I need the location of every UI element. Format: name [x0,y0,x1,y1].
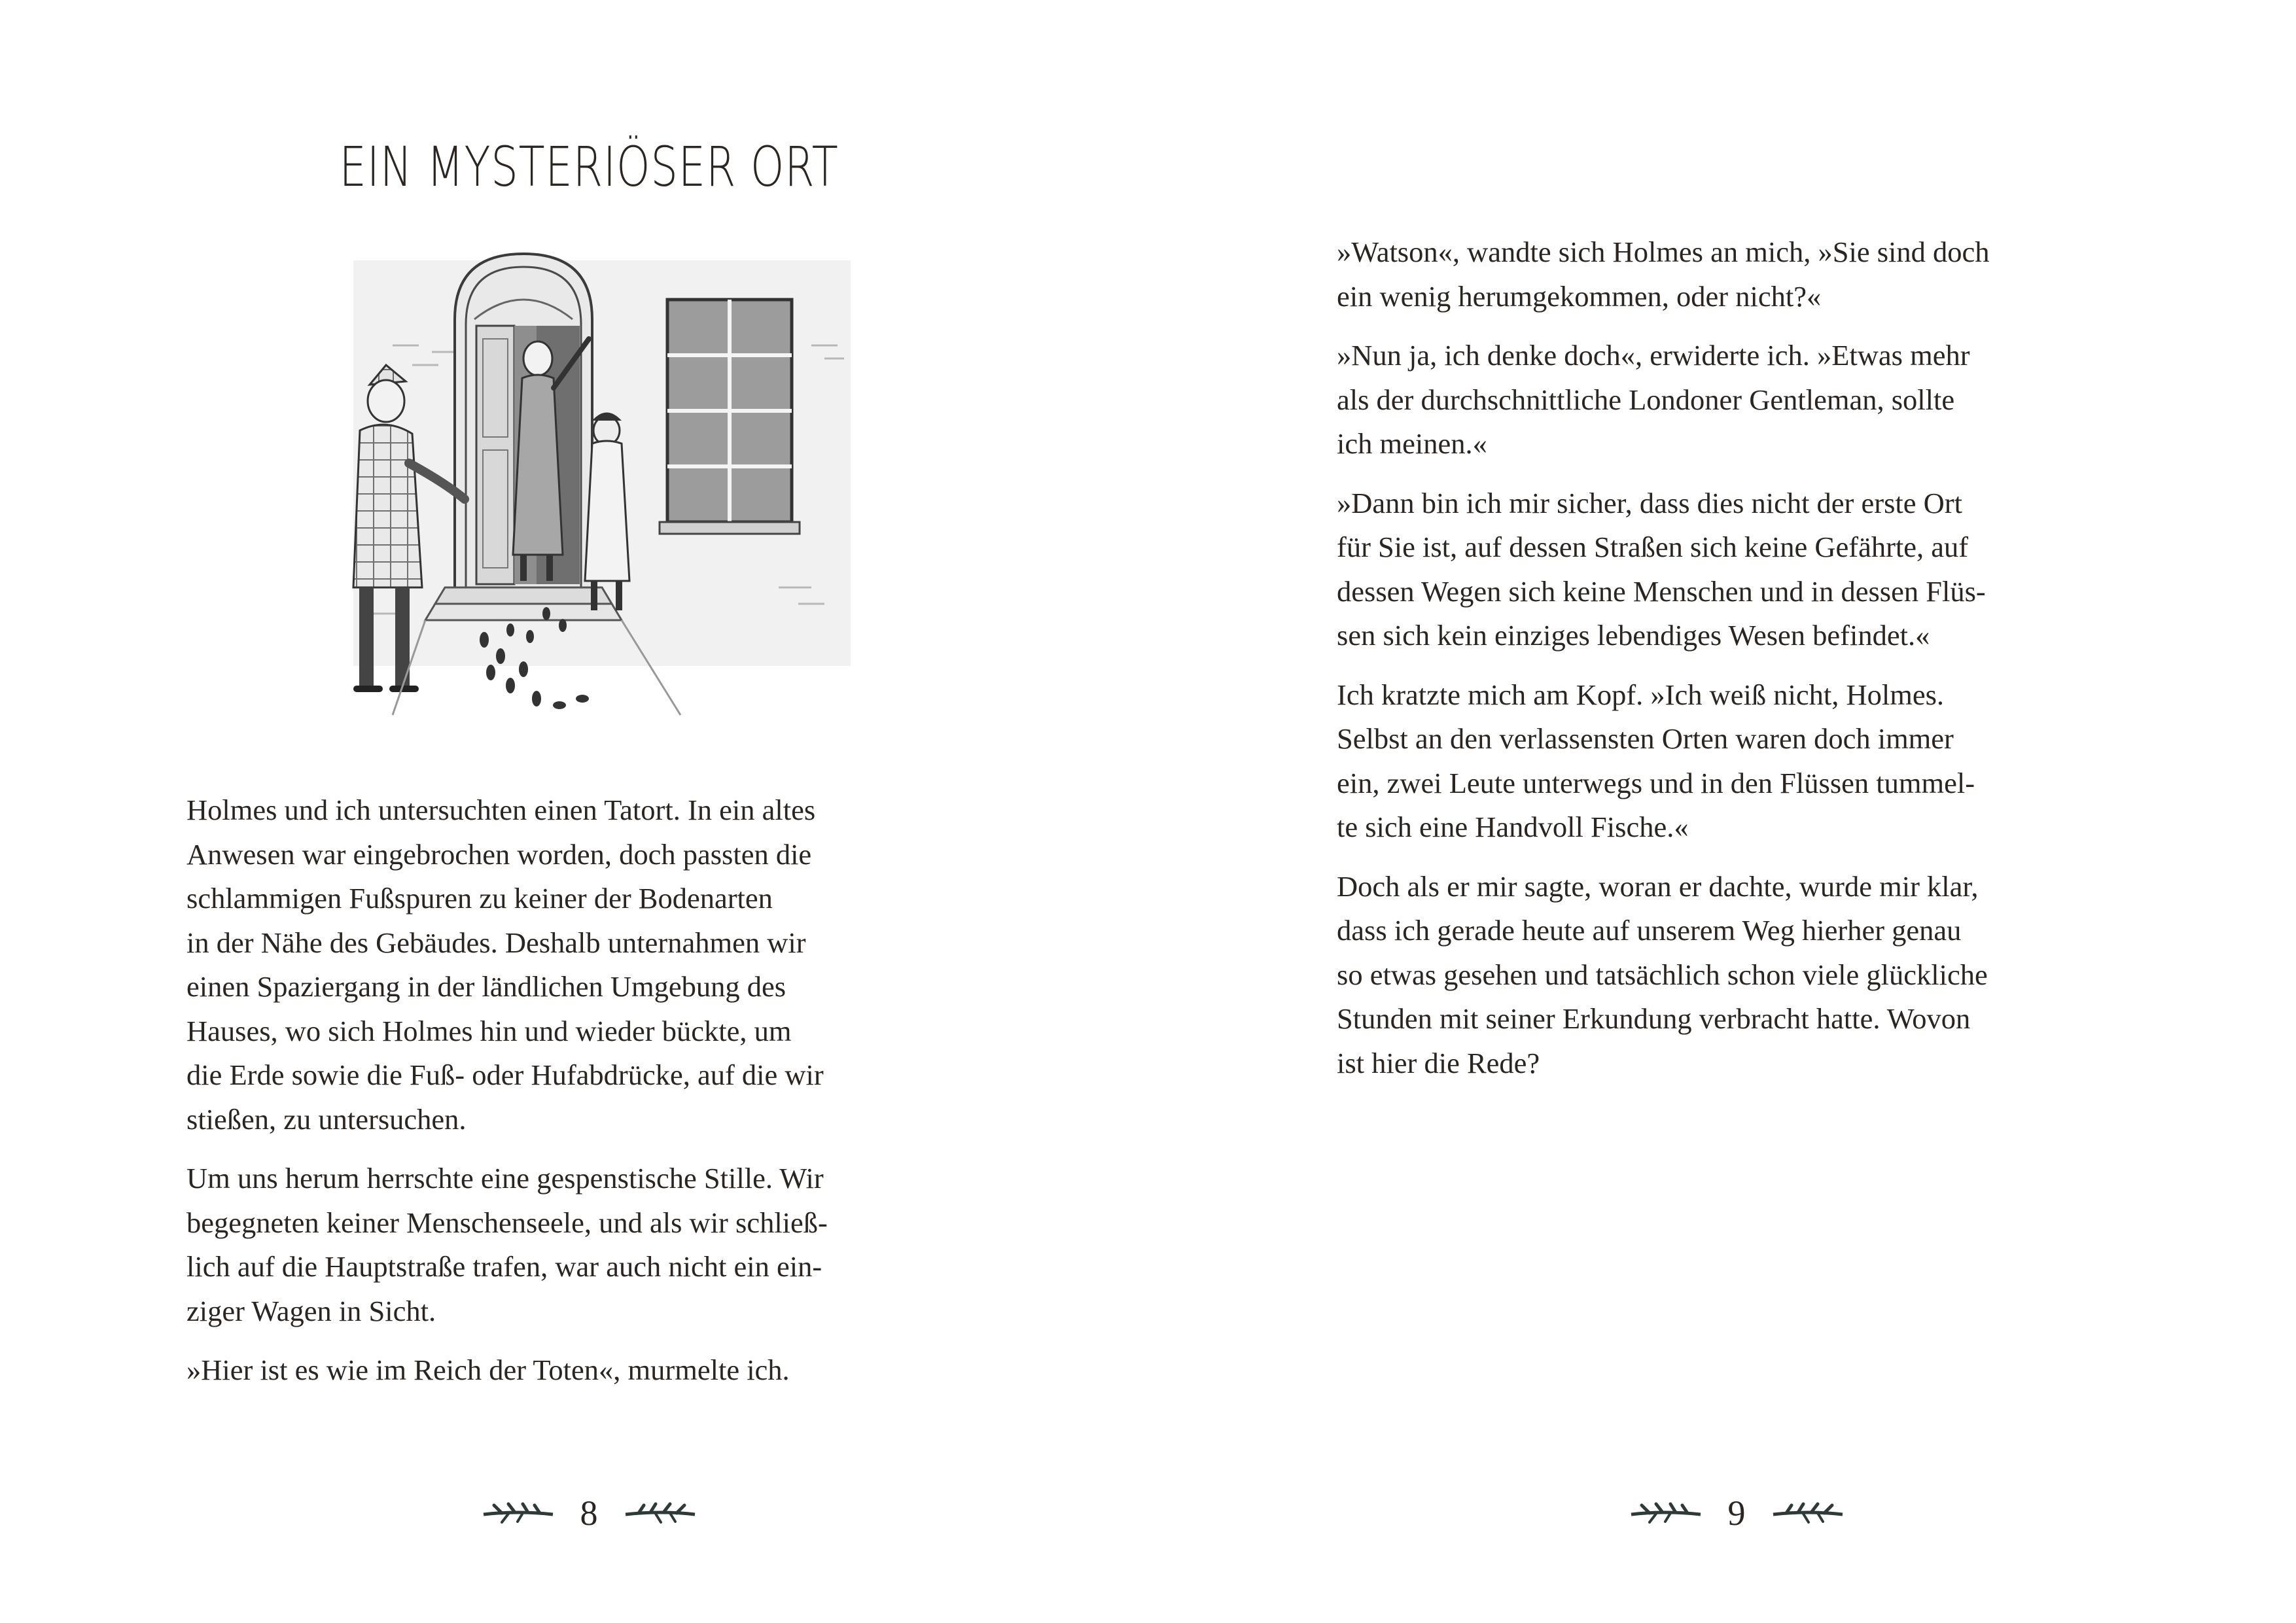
text-line: begegneten keiner Menschenseele, und als wir schließ- [186,1206,828,1239]
text-line: »Hier ist es wie im Reich der Toten«, murmelte ich. [186,1353,790,1386]
text-line: Selbst an den verlassensten Orten waren doch immer [1337,722,1954,755]
text-line: ein wenig herumgekommen, oder nicht?« [1337,279,1822,313]
page-number-footer [1606,1490,1867,1536]
left-body-text [186,788,1037,1408]
text-line: lich auf die Hauptstraße trafen, war auch nicht ein ein- [186,1250,822,1283]
text-line: te sich eine Handvoll Fische.« [1337,811,1689,843]
paragraph [186,1348,1037,1393]
text-line: Um uns herum herrschte eine gespenstische Stille. Wir [186,1162,824,1195]
right-body-text [1337,230,2187,1100]
right-page [1148,0,2296,1623]
text-line: ich meinen.« [1337,427,1487,460]
text-line: sen sich kein einziges lebendiges Wesen befindet.« [1337,619,1930,652]
page-number: 8 [580,1493,598,1533]
text-line: dass ich gerade heute auf unserem Weg hierher genau [1337,914,1962,947]
text-line: dessen Wegen sich keine Menschen und in dessen Flüs- [1337,574,1986,608]
text-line: in der Nähe des Gebäudes. Deshalb unternahmen wir [186,926,806,959]
text-line: ein, zwei Leute unterwegs und in den Flüssen tummel- [1337,766,1975,799]
text-line: die Erde sowie die Fuß- oder Hufabdrücke, auf die wir [186,1058,824,1091]
paragraph [186,788,1037,1142]
text-line: ist hier die Rede? [1337,1046,1540,1079]
paragraph [1337,673,2187,850]
sprig-ornament-icon [1772,1500,1844,1526]
text-line: Ich kratzte mich am Kopf. »Ich weiß nicht, Holmes. [1337,678,1945,711]
sprig-ornament-icon [1630,1500,1702,1526]
sprig-ornament-icon [482,1500,554,1526]
text-line: Hauses, wo sich Holmes hin und wieder bückte, um [186,1014,792,1047]
text-line: für Sie ist, auf dessen Straßen sich keine Gefährte, auf [1337,531,1969,563]
text-line: Anwesen war eingebrochen worden, doch passten die [186,837,812,871]
text-line: schlammigen Fußspuren zu keiner der Bodenarten [186,882,773,915]
text-line: stießen, zu untersuchen. [186,1102,467,1136]
text-line: Holmes und ich untersuchten einen Tatort. In ein altes [186,794,816,826]
text-line: »Nun ja, ich denke doch«, erwiderte ich. »Etwas mehr [1337,339,1970,372]
text-line: ziger Wagen in Sicht. [186,1294,436,1327]
text-line: Stunden mit seiner Erkundung verbracht hatte. Wovon [1337,1002,1971,1035]
text-line: als der durchschnittliche Londoner Gentleman, sollte [1337,383,1955,416]
paragraph [1337,481,2187,658]
text-line: so etwas gesehen und tatsächlich schon viele glückliche [1337,958,1988,991]
page-number: 9 [1727,1493,1746,1533]
chapter-title: EIN MYSTERIÖSER ORT [339,135,839,199]
paragraph [1337,334,2187,466]
doorway-illustration-icon [314,247,883,718]
paragraph [1337,230,2187,319]
text-line: Doch als er mir sagte, woran er dachte, wurde mir klar, [1337,869,1979,903]
text-line: einen Spaziergang in der ländlichen Umgebung des [186,970,786,1003]
sprig-ornament-icon [624,1500,696,1526]
paragraph [1337,865,2187,1086]
text-line: »Dann bin ich mir sicher, dass dies nicht der erste Ort [1337,486,1962,519]
page-number-footer [458,1490,720,1536]
text-line: »Watson«, wandte sich Holmes an mich, »Sie sind doch [1337,236,1990,268]
paragraph [186,1157,1037,1333]
